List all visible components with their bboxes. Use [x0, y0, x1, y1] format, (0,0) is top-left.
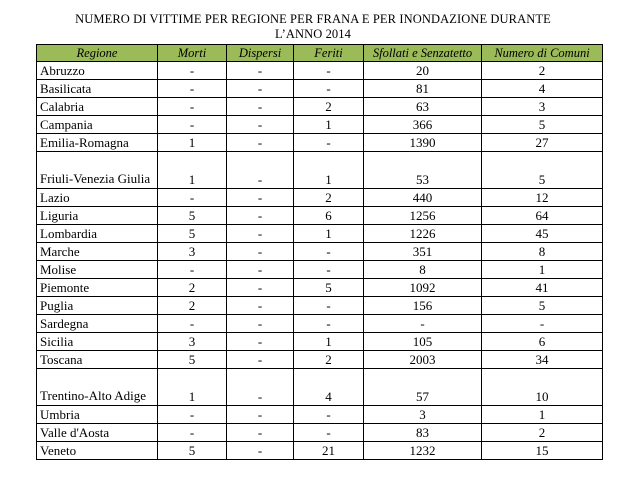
- cell-comuni: 4: [482, 80, 603, 98]
- cell-comuni: -: [482, 315, 603, 333]
- cell-feriti: -: [294, 62, 364, 80]
- cell-regione: Toscana: [37, 351, 158, 369]
- cell-morti: 2: [158, 297, 227, 315]
- cell-morti: -: [158, 406, 227, 424]
- cell-regione: Valle d'Aosta: [37, 424, 158, 442]
- table-row: [37, 225, 603, 243]
- cell-dispersi: -: [227, 297, 294, 315]
- cell-sfollati: 3: [364, 406, 482, 424]
- cell-dispersi: -: [227, 351, 294, 369]
- header-dispersi: Dispersi: [227, 45, 294, 62]
- cell-dispersi: -: [227, 152, 294, 189]
- cell-feriti: -: [294, 406, 364, 424]
- cell-morti: 1: [158, 369, 227, 406]
- header-regione: Regione: [37, 45, 158, 62]
- cell-dispersi: -: [227, 225, 294, 243]
- cell-morti: -: [158, 189, 227, 207]
- cell-regione: Marche: [37, 243, 158, 261]
- cell-sfollati: 8: [364, 261, 482, 279]
- header-row: [37, 45, 603, 62]
- cell-comuni: 1: [482, 261, 603, 279]
- cell-dispersi: -: [227, 243, 294, 261]
- table-row: [37, 315, 603, 333]
- cell-dispersi: -: [227, 333, 294, 351]
- header-morti: Morti: [158, 45, 227, 62]
- cell-morti: -: [158, 62, 227, 80]
- cell-regione: Puglia: [37, 297, 158, 315]
- cell-dispersi: -: [227, 369, 294, 406]
- table-row: [37, 116, 603, 134]
- cell-feriti: 21: [294, 442, 364, 460]
- cell-sfollati: 63: [364, 98, 482, 116]
- cell-dispersi: -: [227, 207, 294, 225]
- cell-sfollati: 1232: [364, 442, 482, 460]
- cell-feriti: 4: [294, 369, 364, 406]
- table-row: [37, 261, 603, 279]
- cell-regione: Trentino-Alto Adige: [37, 369, 158, 406]
- table-row: [37, 333, 603, 351]
- cell-regione: Lombardia: [37, 225, 158, 243]
- cell-morti: 5: [158, 207, 227, 225]
- header-comuni: Numero di Comuni: [482, 45, 603, 62]
- cell-sfollati: 156: [364, 297, 482, 315]
- cell-feriti: -: [294, 80, 364, 98]
- cell-dispersi: -: [227, 261, 294, 279]
- cell-comuni: 12: [482, 189, 603, 207]
- cell-dispersi: -: [227, 134, 294, 152]
- cell-sfollati: 83: [364, 424, 482, 442]
- cell-dispersi: -: [227, 424, 294, 442]
- cell-morti: 5: [158, 351, 227, 369]
- cell-sfollati: 53: [364, 152, 482, 189]
- cell-regione: Campania: [37, 116, 158, 134]
- cell-comuni: 8: [482, 243, 603, 261]
- cell-feriti: -: [294, 134, 364, 152]
- cell-feriti: -: [294, 261, 364, 279]
- cell-feriti: 1: [294, 225, 364, 243]
- cell-sfollati: 105: [364, 333, 482, 351]
- victims-table: [36, 44, 603, 460]
- cell-morti: 5: [158, 225, 227, 243]
- cell-feriti: 2: [294, 189, 364, 207]
- table-row: [37, 351, 603, 369]
- cell-sfollati: -: [364, 315, 482, 333]
- cell-feriti: 1: [294, 333, 364, 351]
- table-row: [37, 189, 603, 207]
- cell-sfollati: 1092: [364, 279, 482, 297]
- cell-comuni: 3: [482, 98, 603, 116]
- cell-sfollati: 351: [364, 243, 482, 261]
- cell-comuni: 1: [482, 406, 603, 424]
- cell-comuni: 5: [482, 152, 603, 189]
- cell-comuni: 10: [482, 369, 603, 406]
- cell-sfollati: 1226: [364, 225, 482, 243]
- cell-regione: Sardegna: [37, 315, 158, 333]
- cell-comuni: 5: [482, 116, 603, 134]
- cell-regione: Umbria: [37, 406, 158, 424]
- table-row: [37, 62, 603, 80]
- cell-feriti: 2: [294, 98, 364, 116]
- cell-comuni: 27: [482, 134, 603, 152]
- cell-morti: -: [158, 261, 227, 279]
- cell-feriti: -: [294, 243, 364, 261]
- cell-morti: 1: [158, 152, 227, 189]
- cell-dispersi: -: [227, 315, 294, 333]
- header-sfollati: Sfollati e Senzatetto: [364, 45, 482, 62]
- cell-feriti: 6: [294, 207, 364, 225]
- cell-sfollati: 1256: [364, 207, 482, 225]
- cell-morti: -: [158, 98, 227, 116]
- cell-regione: Veneto: [37, 442, 158, 460]
- table-row: [37, 369, 603, 406]
- table-title: [0, 12, 626, 42]
- cell-dispersi: -: [227, 442, 294, 460]
- cell-sfollati: 366: [364, 116, 482, 134]
- cell-morti: -: [158, 424, 227, 442]
- table-row: [37, 98, 603, 116]
- cell-morti: -: [158, 116, 227, 134]
- cell-feriti: -: [294, 315, 364, 333]
- cell-regione: Calabria: [37, 98, 158, 116]
- cell-dispersi: -: [227, 406, 294, 424]
- cell-comuni: 6: [482, 333, 603, 351]
- cell-dispersi: -: [227, 62, 294, 80]
- cell-comuni: 15: [482, 442, 603, 460]
- table-row: [37, 424, 603, 442]
- cell-morti: 3: [158, 333, 227, 351]
- cell-dispersi: -: [227, 116, 294, 134]
- cell-feriti: 1: [294, 152, 364, 189]
- cell-comuni: 64: [482, 207, 603, 225]
- cell-comuni: 2: [482, 62, 603, 80]
- table-row: [37, 442, 603, 460]
- cell-morti: 1: [158, 134, 227, 152]
- cell-comuni: 45: [482, 225, 603, 243]
- title-line-2: L’ANNO 2014: [275, 27, 351, 41]
- cell-regione: Friuli-Venezia Giulia: [37, 152, 158, 189]
- cell-dispersi: -: [227, 80, 294, 98]
- table-row: [37, 207, 603, 225]
- cell-morti: 2: [158, 279, 227, 297]
- cell-morti: 5: [158, 442, 227, 460]
- cell-dispersi: -: [227, 98, 294, 116]
- cell-regione: Piemonte: [37, 279, 158, 297]
- cell-feriti: -: [294, 297, 364, 315]
- table-body: [37, 62, 603, 460]
- cell-regione: Abruzzo: [37, 62, 158, 80]
- cell-comuni: 2: [482, 424, 603, 442]
- cell-regione: Sicilia: [37, 333, 158, 351]
- cell-feriti: 5: [294, 279, 364, 297]
- table-row: [37, 80, 603, 98]
- title-line-1: NUMERO DI VITTIME PER REGIONE PER FRANA E PER INONDAZIONE DURANTE: [75, 12, 551, 26]
- cell-dispersi: -: [227, 279, 294, 297]
- cell-morti: -: [158, 315, 227, 333]
- cell-dispersi: -: [227, 189, 294, 207]
- table-row: [37, 297, 603, 315]
- cell-sfollati: 1390: [364, 134, 482, 152]
- cell-regione: Liguria: [37, 207, 158, 225]
- cell-morti: -: [158, 80, 227, 98]
- cell-regione: Basilicata: [37, 80, 158, 98]
- cell-comuni: 34: [482, 351, 603, 369]
- cell-sfollati: 440: [364, 189, 482, 207]
- cell-sfollati: 20: [364, 62, 482, 80]
- cell-feriti: 1: [294, 116, 364, 134]
- table-row: [37, 406, 603, 424]
- cell-morti: 3: [158, 243, 227, 261]
- cell-regione: Molise: [37, 261, 158, 279]
- cell-sfollati: 81: [364, 80, 482, 98]
- cell-comuni: 41: [482, 279, 603, 297]
- cell-sfollati: 2003: [364, 351, 482, 369]
- cell-regione: Emilia-Romagna: [37, 134, 158, 152]
- cell-regione: Lazio: [37, 189, 158, 207]
- cell-comuni: 5: [482, 297, 603, 315]
- table-row: [37, 134, 603, 152]
- header-feriti: Feriti: [294, 45, 364, 62]
- cell-feriti: 2: [294, 351, 364, 369]
- cell-sfollati: 57: [364, 369, 482, 406]
- table-row: [37, 279, 603, 297]
- table-row: [37, 243, 603, 261]
- cell-feriti: -: [294, 424, 364, 442]
- table-row: [37, 152, 603, 189]
